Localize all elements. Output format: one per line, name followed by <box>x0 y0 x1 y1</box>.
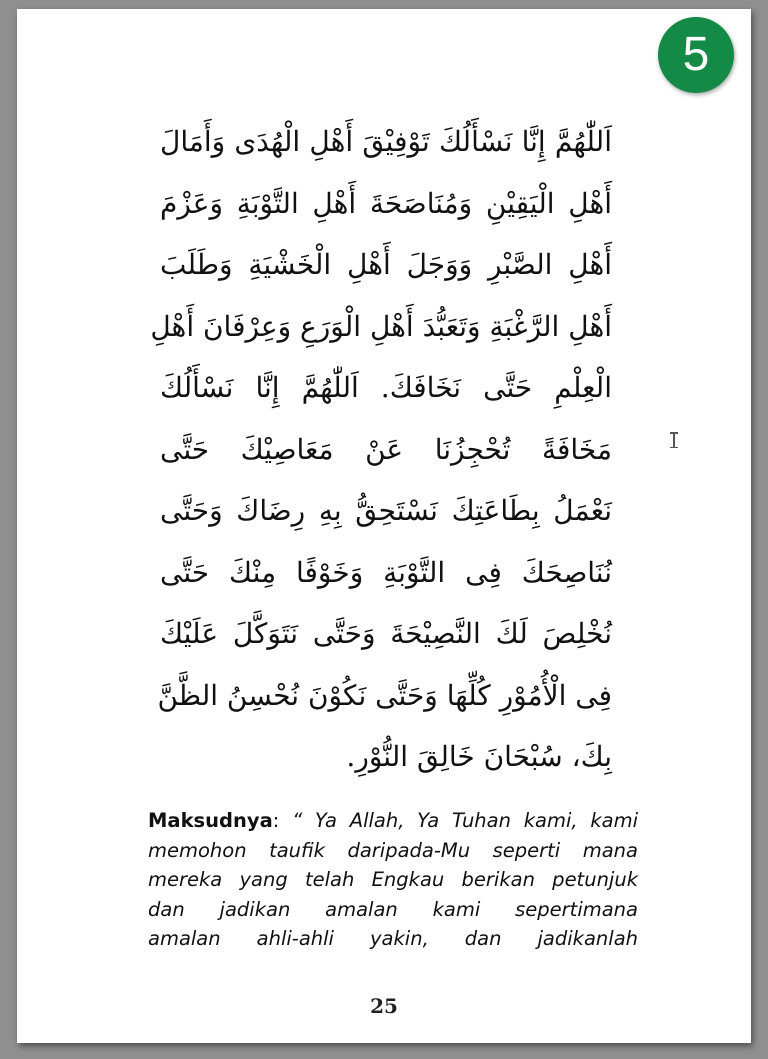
translation-line: memohon taufik daripada-Mu seperti mana <box>148 838 638 862</box>
arabic-line: أَهْلِ الصَّبْرِ وَوَجَلَ أَهْلِ الْخَشْيَةِ وَطَلَبَ <box>160 248 612 281</box>
arabic-line: أَهْلِ الرَّغْبَةِ وَتَعَبُّدَ أَهْلِ الْوَرَعِ وَعِرْفَانَ أَهْلِ <box>150 309 612 343</box>
text-cursor-icon <box>670 432 678 448</box>
arabic-line: أَهْلِ الْيَقِيْنِ وَمُنَاصَحَةَ أَهْلِ التَّوْبَةِ وَعَزْمَ <box>160 186 612 220</box>
arabic-line: فِى الْأُمُوْرِ كُلِّهَا وَحَتَّى نَكُوْنَ نُحْسِنُ الظَّنَّ <box>157 678 612 712</box>
translation-line: mereka yang telah Engkau berikan petunjuk <box>148 868 638 891</box>
translation-text: “ Ya Allah, Ya Tuhan kami, kami <box>292 809 638 832</box>
document-page <box>17 9 751 1043</box>
arabic-line: مَخَافَةً تُحْجِزُنَا عَنْ مَعَاصِيْكَ حَتَّى <box>160 432 612 466</box>
arabic-line: نُنَاصِحَكَ فِى التَّوْبَةِ وَخَوْفًا مِنْكَ حَتَّى <box>160 555 612 589</box>
arabic-line: نُخْلِصَ لَكَ النَّصِيْحَةَ وَحَتَّى نَتَوَكَّلَ عَلَيْكَ <box>160 617 612 650</box>
section-number: 5 <box>682 28 710 81</box>
arabic-line: نَعْمَلُ بِطَاعَتِكَ نَسْتَحِقُّ بِهِ رِضَاكَ وَحَتَّى <box>160 494 612 527</box>
arabic-line: اَللّٰهُمَّ إِنَّا نَسْأَلُكَ تَوْفِيْقَ أَهْلِ الْهُدَى وَأَمَالَ <box>160 125 612 158</box>
arabic-line: بِكَ، سُبْحَانَ خَالِقَ النُّوْرِ. <box>346 740 612 773</box>
page-number: 25 <box>370 994 398 1018</box>
translation-line: dan jadikan amalan kami sepertimana <box>148 897 638 921</box>
translation-line: amalan ahli-ahli yakin, dan jadikanlah <box>148 927 638 950</box>
translation-paragraph <box>148 806 638 954</box>
arabic-prayer-text <box>150 111 612 788</box>
translation-label: Maksudnya <box>148 809 273 832</box>
section-number-badge <box>658 17 734 93</box>
translation-separator: : <box>272 809 293 832</box>
translation-line <box>148 806 638 836</box>
arabic-line: الْعِلْمِ حَتَّى نَخَافَكَ. اَللّٰهُمَّ إِنَّا نَسْأَلُكَ <box>160 371 612 404</box>
